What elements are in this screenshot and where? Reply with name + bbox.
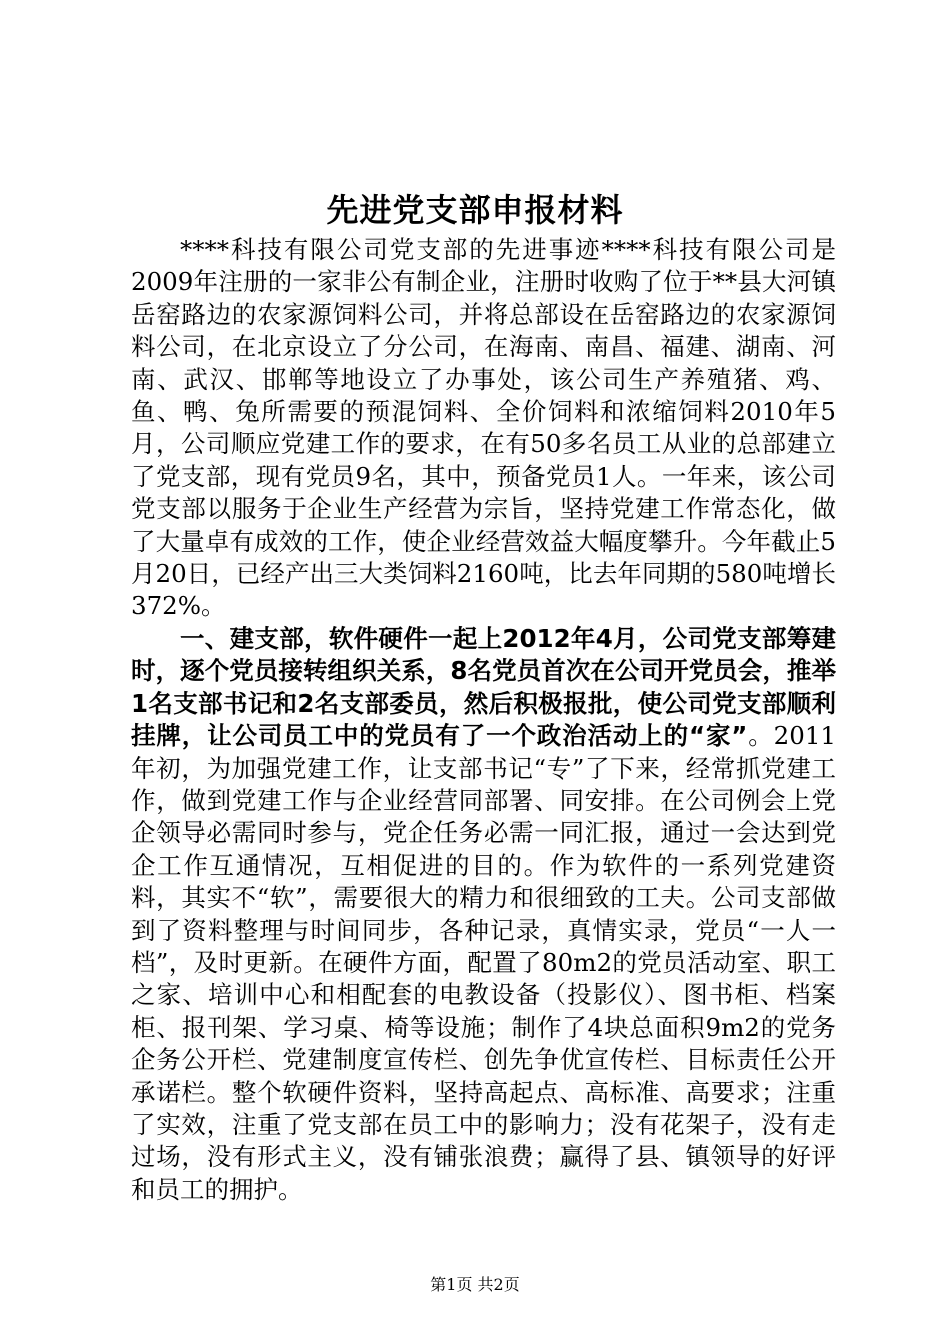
section-heading-1: 一、建支部，软件硬件一起上2012年4月，公司党支部筹建时，逐个党员接转组织关系，8名党员首次在公司开党员会，推举1名支部书记和2名支部委员，然后积极报批，使公司党支部顺利挂牌，让公司员工中的党员有了一个政治活动上的“家” [131, 623, 836, 751]
document-body [131, 234, 836, 1206]
document-title: 先进党支部申报材料 [326, 191, 624, 229]
page-footer: 第1页 共2页 [430, 1275, 520, 1294]
paragraph-2-text: 。2011年初，为加强党建工作，让支部书记“专”了下来，经常抓党建工作，做到党建工作与企业经营同部署、同安排。在公司例会上党企领导必需同时参与，党企任务必需一同汇报，通过一会达到党企工作互通情况，互相促进的目的。作为软件的一系列党建资料，其实不“软”，需要很大的精力和很细致的工夫。公司支部做到了资料整理与时间同步，各种记录，真情实录，党员“一人一档”，及时更新。在硬件方面，配置了80m2的党员活动室、职工之家、培训中心和相配套的电教设备（投影仪）、图书柜、档案柜、报刊架、学习桌、椅等设施；制作了4块总面积9m2的党务企务公开栏、党建制度宣传栏、创先争优宣传栏、目标责任公开承诺栏。整个软硬件资料，坚持高起点、高标准、高要求；注重了实效，注重了党支部在员工中的影响力；没有花架子，没有走过场，没有形式主义，没有铺张浪费；赢得了县、镇领导的好评和员工的拥护。 [131, 721, 836, 1204]
paragraph-1-text: ****科技有限公司党支部的先进事迹****科技有限公司是2009年注册的一家非公有制企业，注册时收购了位于**县大河镇岳窑路边的农家源饲料公司，并将总部设在岳窑路边的农家源饲料公司，在北京设立了分公司，在海南、南昌、福建、湖南、河南、武汉、邯郸等地设立了办事处，该公司生产养殖猪、鸡、鱼、鸭、兔所需要的预混饲料、全价饲料和浓缩饲料2010年5月，公司顺应党建工作的要求，在有50多名员工从业的总部建立了党支部，现有党员9名，其中，预备党员1人。一年来，该公司党支部以服务于企业生产经营为宗旨，坚持党建工作常态化，做了大量卓有成效的工作，使企业经营效益大幅度攀升。今年截止5月20日，已经产出三大类饲料2160吨，比去年同期的580吨增长372%。 [131, 235, 836, 621]
paragraph-2 [131, 623, 836, 1206]
paragraph-1 [131, 234, 836, 623]
